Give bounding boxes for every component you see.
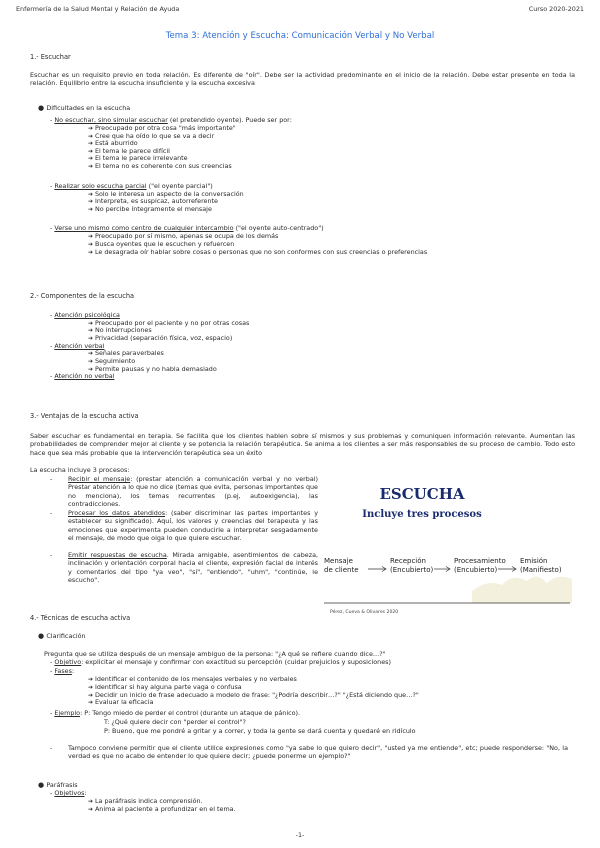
arrow-icon: ➔ (88, 155, 95, 163)
item-lead: Fases (54, 667, 72, 675)
sub-text: Identificar el contenido de los mensajes verbales y no verbales (94, 675, 297, 683)
arrow-icon: ➔ (88, 798, 95, 805)
ejemplo-item (50, 709, 300, 717)
figure-box-label: de cliente (324, 566, 359, 574)
arrow-icon: ➔ (88, 358, 95, 365)
arrow-icon: ➔ (88, 125, 95, 132)
item-text: P: Bueno, que me pondré a gritar y a correr, y toda la gente se dará cuenta y quedaré en ridículo (104, 727, 416, 735)
proceso-item (68, 551, 318, 584)
sub-text: Está aburrido (94, 139, 138, 148)
tampoco-paragraph (68, 744, 568, 761)
section-1-heading: 1.- Escuchar (30, 53, 71, 61)
proceso-dash (50, 551, 52, 559)
proceso-dash (50, 509, 52, 517)
page-number: -1- (295, 831, 305, 839)
bullet-clarificacion (38, 632, 86, 641)
sub-text: Seguimiento (94, 357, 136, 365)
listening-diagram (322, 479, 572, 619)
arrow-icon: ➔ (88, 140, 95, 148)
item-text: : (71, 667, 75, 675)
item-text: Tampoco conviene permitir que el cliente utilice expresiones como "ya sabe lo que quiero decir", "usted ya me entiende", etc; puede responderse: "No, la verdad es que no acabo de entender lo que quiere decir; ¿puede ponerme un ejemplo?" (68, 744, 568, 761)
dash-icon: - (50, 372, 55, 381)
arrow-icon: ➔ (88, 190, 95, 198)
item-text: T: ¿Qué quiere decir con "perder el control"? (104, 718, 246, 726)
arrow-icon: ➔ (88, 335, 95, 342)
sub-text: Busca oyentes que le escuchen y refuercen (94, 240, 235, 248)
arrow-icon: ➔ (88, 198, 95, 206)
sub-text: Privacidad (separación física, voz, espacio) (94, 334, 233, 342)
section-3-paragraph: Saber escuchar es fundamental en terapia. Se facilita que los clientes hablen sobre sí mismos y sus problemas y comuniquen información relevante. Aumentan las probabilidades de comprender mejor al cliente y se potencia la relación terapéutica. Se anima a los clientes a ser más responsables de su proceso de cambio. Todo esto hace que sea más probable que la intervención terapéutica sea un éxito (30, 432, 575, 457)
arrow-icon: ➔ (88, 248, 95, 256)
sub-text: No percibe íntegramente el mensaje (94, 204, 212, 213)
item-text: (el pretendido oyente). Puede ser por: (167, 116, 292, 124)
figure-box-label: Recepción (390, 557, 426, 565)
listening-figure (322, 479, 572, 619)
sub-text: Señales paraverbales (94, 349, 164, 358)
sub-text: Identificar si hay alguna parte vaga o confusa (94, 682, 242, 691)
section-3-heading: 3.- Ventajas de la escucha activa (30, 412, 139, 420)
objetivos-item (50, 789, 87, 797)
dash-icon: - (50, 475, 53, 483)
item-lead: Procesar los datos atendidos (68, 509, 166, 517)
item-lead: Ejemplo (54, 709, 81, 717)
sub-text: Interpreta, es suspicaz, autorreferente (94, 197, 218, 206)
sub-item (88, 162, 232, 171)
bullet-icon: ● (38, 632, 47, 640)
sub-text: No interrupciones (94, 326, 152, 335)
item-lead: Realizar solo escucha parcial (54, 181, 147, 190)
item-text: . Mirada amigable, asentimientos de cabeza, inclinación y orientación corporal hacia el cliente, expresión facial de interés y comentarios del tipo "ya veo", "sí", "entiendo", "uhm", "continúe, le escucho". (68, 551, 319, 584)
dash-icon: - (50, 181, 55, 190)
header-year: Curso 2020-2021 (528, 5, 584, 13)
section-4-heading: 4.- Técnicas de escucha activa (30, 614, 131, 622)
dash-icon: - (50, 311, 55, 319)
figure-box-label: (Encubierto) (454, 566, 498, 574)
arrow-icon: ➔ (88, 233, 95, 241)
sub-text: Preocupado por el paciente y no por otras cosas (94, 318, 250, 327)
item-lead: Emitir respuestas de escucha (68, 551, 167, 559)
arrow-icon: ➔ (88, 806, 95, 813)
bullet-icon: ● (38, 781, 47, 789)
sub-item (88, 205, 212, 214)
fases-item (50, 667, 74, 675)
arrow-icon: ➔ (88, 676, 95, 683)
arrow-icon: ➔ (88, 327, 95, 335)
sub-text: Decidir un inicio de frase adecuado a modelo de frase: "¿Podría describir…?" "¿Está diciendo que…?" (94, 690, 419, 699)
bullet-label: Dificultades en la escucha (46, 104, 131, 112)
figure-title: ESCUCHA (379, 485, 465, 503)
section-1-paragraph: Escuchar es un requisito previo en toda relación. Es diferente de "oír". Debe ser la actividad predominante en el inicio de la relación. Debe estar presente en toda la relación. Equilibrio entre la escucha insuficiente y la escucha excesiva (30, 71, 575, 88)
dash-icon: - (50, 709, 55, 717)
arrow-icon: ➔ (88, 205, 95, 213)
sub-text: Preocupado por sí mismo, apenas se ocupa de los demás (94, 232, 279, 241)
sub-item (88, 334, 232, 343)
ejemplo-line-3 (104, 727, 416, 735)
arrow-icon: ➔ (88, 365, 95, 373)
sub-text: Preocupado por otra cosa "más importante" (94, 124, 236, 132)
figure-box-label: Procesamiento (454, 557, 506, 565)
item-text: : explicitar el mensaje y confirmar con exactitud su percepción (cuidar prejuicios y suposiciones) (81, 658, 391, 666)
fase-item (88, 698, 153, 707)
item-lead: Objetivos (54, 789, 85, 797)
figure-box-label: Emisión (520, 557, 548, 565)
bullet-label: Clarificación (46, 632, 86, 640)
page-header (16, 5, 584, 17)
bullet-icon: ● (38, 104, 47, 112)
arrow-icon: ➔ (88, 132, 95, 140)
tampoco-dash (50, 744, 52, 752)
sub-text: El tema no es coherente con sus creencias (94, 162, 232, 170)
arrow-icon: ➔ (88, 699, 95, 707)
componente-item (50, 372, 114, 380)
sub-text: Evaluar la eficacia (94, 698, 154, 707)
dash-icon: - (50, 789, 55, 797)
dash-icon: - (50, 667, 55, 675)
bullet-label: Paráfrasis (46, 781, 78, 789)
arrow-icon: ➔ (88, 163, 95, 170)
item-lead: No escuchar, sino simular escuchar (54, 116, 168, 124)
arrow-icon: ➔ (88, 683, 95, 691)
sub-text: Permite pausas y no habla demasiado (94, 364, 217, 373)
proceso-item (68, 509, 318, 542)
sub-text: Anima al paciente a profundizar en el tema. (94, 805, 236, 813)
dash-icon: - (50, 551, 53, 559)
dash-icon: - (50, 509, 53, 517)
item-lead: Atención verbal (54, 341, 105, 350)
item-lead: Recibir el mensaje (68, 475, 131, 483)
sub-text: El tema le parece irrelevante (94, 154, 188, 163)
header-course-name: Enfermería de la Salud Mental y Relación de Ayuda (16, 5, 180, 13)
arrow-icon: ➔ (88, 147, 95, 155)
sub-text: Solo le interesa un aspecto de la conversación (94, 189, 244, 198)
proceso-dash (50, 475, 52, 483)
item-text: ("el oyente auto-centrado") (233, 224, 324, 233)
figure-subtitle: Incluye tres procesos (362, 509, 482, 520)
dash-icon: - (50, 658, 55, 666)
arrow-icon: ➔ (88, 350, 95, 358)
item-text: : (prestar atención a comunicación verbal y no verbal) Prestar atención a lo que no dice (temas que evita, personas importantes que no menciona), los temas recurrentes (p.ej, autoexigencia), las contradicciones. (68, 475, 318, 508)
objetivo-sub (88, 805, 236, 814)
arrow-icon: ➔ (88, 241, 95, 248)
document-title: Tema 3: Atención y Escucha: Comunicación Verbal y No Verbal (165, 31, 435, 41)
item-lead: Atención psicológica (54, 311, 120, 319)
sub-text: Cree que ha oído lo que se va a decir (94, 131, 215, 140)
item-lead: Verse uno mismo como centro de cualquier intercambio (54, 224, 234, 233)
question-text: Pregunta que se utiliza después de un mensaje ambiguo de la persona: "¿A qué se refiere cuando dice…?" (44, 650, 386, 658)
sub-text: La paráfrasis indica comprensión. (94, 797, 203, 805)
sub-text: Le desagrada oír hablar sobre cosas o personas que no son conformes con sus creencias o preferencias (94, 247, 428, 256)
figure-credit: Pérez, Cueva & Olivares 2020 (330, 610, 399, 615)
dash-icon: - (50, 224, 55, 233)
dash-icon: - (50, 116, 55, 124)
section-2-heading: 2.- Componentes de la escucha (30, 292, 135, 300)
item-text: : (84, 789, 87, 797)
item-lead: Objetivo (54, 658, 82, 666)
arrow-icon: ➔ (88, 319, 95, 327)
item-text: ("el oyente parcial") (146, 181, 213, 190)
processes-intro: La escucha incluye 3 procesos: (30, 466, 130, 474)
item-text: : (saber discriminar las partes importantes y establecer su significado). Aquí, los valores y creencias del terapeuta y las emociones que experimenta pueden conducirle a interpretar sesgadamente el mensaje, de modo que oiga lo que quiere escuchar. (68, 509, 318, 542)
dash-icon: - (50, 744, 53, 752)
sub-item (88, 248, 427, 257)
item-text: : P: Tengo miedo de perder el control (durante un ataque de pánico). (80, 709, 301, 717)
bullet-dificultades (38, 104, 130, 113)
item-lead: Atención no verbal (54, 372, 115, 381)
arrow-icon: ➔ (88, 691, 95, 699)
proceso-item (68, 475, 318, 508)
decorative-landscape (472, 576, 572, 603)
ejemplo-line-2 (104, 718, 246, 726)
objetivo-item (50, 658, 391, 666)
figure-box-label: Mensaje (324, 557, 353, 565)
dash-icon: - (50, 341, 55, 350)
figure-box-label: (Encubierto) (390, 566, 434, 574)
figure-box-label: (Manifiesto) (520, 566, 562, 574)
sub-text: El tema le parece difícil (94, 146, 170, 155)
